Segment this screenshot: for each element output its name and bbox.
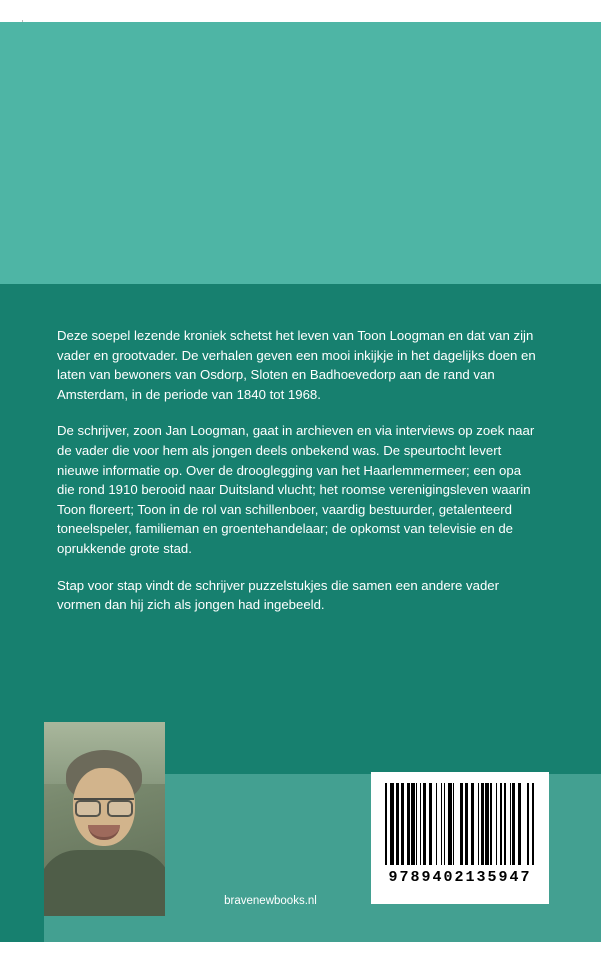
cover-band-lower-left bbox=[0, 774, 44, 942]
publisher-imprint bbox=[0, 895, 601, 907]
blurb-paragraph-3: Stap voor stap vindt de schrijver puzzelstukjes die samen een andere vader vormen dan hij zich als jongen had ingebeeld. bbox=[57, 577, 500, 613]
glasses-icon bbox=[74, 798, 134, 815]
back-cover-blurb bbox=[57, 326, 539, 615]
publisher-label: bravenewbooks.nl bbox=[224, 895, 317, 907]
blurb-paragraph-2: De schrijver, zoon Jan Loogman, gaat in archieven en via interviews op zoek naar de vader die voor hem als jongen deels onbekend was. De speurtocht levert nieuwe informatie op. Over de drooglegging van het Haarlemmermeer; een opa die rond 1910 berooid naar Duitsland vlucht; het roomse verenigingsleven waarin Toon floreert; Toon in de rol van schillenboer, vaardig bestuurder, getalenteerd toneelspeler, familieman en groentehandelaar; de opkomst van televisie en de oprukkende grote stad. bbox=[57, 423, 535, 556]
cover-band-top bbox=[0, 22, 601, 284]
blurb-paragraph-1: Deze soepel lezende kroniek schetst het leven van Toon Loogman en dat van zijn vader en grootvader. De verhalen geven een mooi inkijkje in het dagelijks doen en laten van bewoners van Osdorp, Sloten en Badhoevedorp aan de rand van Amsterdam, in de periode van 1840 tot 1968. bbox=[57, 328, 536, 402]
barcode-icon bbox=[385, 783, 535, 865]
isbn-number: 9789402135947 bbox=[388, 869, 532, 886]
author-portrait-photo bbox=[44, 722, 165, 916]
barcode-block bbox=[371, 772, 549, 904]
